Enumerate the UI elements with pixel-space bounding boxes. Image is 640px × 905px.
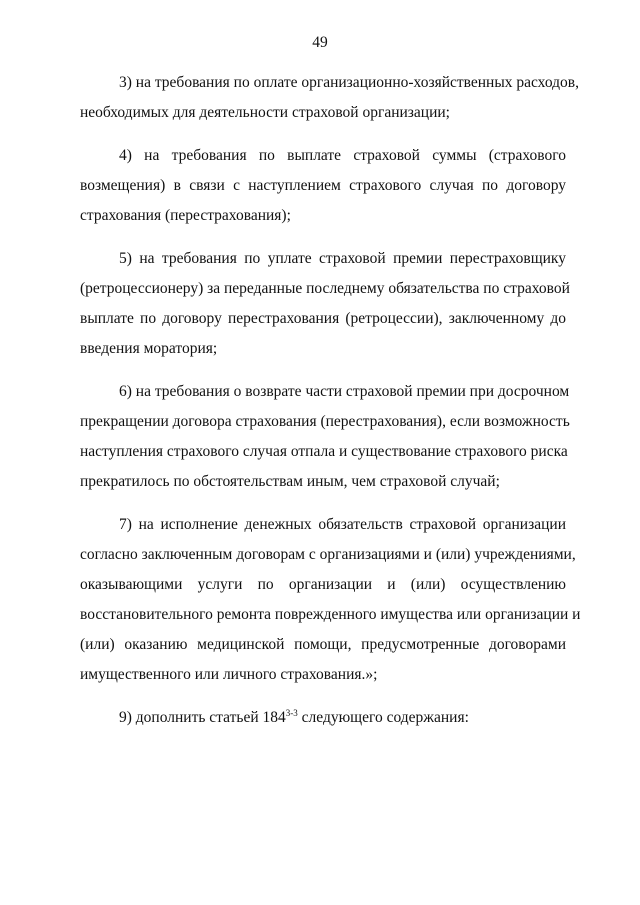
- text-line: возмещения) в связи с наступлением страхового случая по договору: [80, 177, 566, 194]
- paragraph-item-7: [80, 510, 581, 690]
- text-line: выплате по договору перестрахования (ретроцессии), заключенному до: [80, 310, 566, 327]
- document-body: [80, 68, 581, 746]
- paragraph-item-5: [80, 244, 570, 364]
- text-line: прекращении договора страхования (перестрахования), если возможность: [80, 413, 570, 430]
- paragraph-item-4: [80, 141, 566, 231]
- paragraph-item-6: [80, 377, 570, 497]
- item-9-text-before: 9) дополнить статьей 184: [119, 709, 286, 726]
- text-line: 6) на требования о возврате части страховой премии при досрочном: [119, 383, 570, 400]
- text-line: согласно заключенным договорам с организациями и (или) учреждениями,: [80, 546, 576, 563]
- text-line: 3) на требования по оплате организационно-хозяйственных расходов,: [119, 74, 579, 91]
- text-line: страхования (перестрахования);: [80, 207, 291, 224]
- page-number: 49: [312, 34, 328, 51]
- text-line: введения моратория;: [80, 340, 218, 357]
- text-line: необходимых для деятельности страховой организации;: [80, 104, 450, 121]
- text-line: (или) оказанию медицинской помощи, предусмотренные договорами: [80, 636, 566, 653]
- text-line: прекратилось по обстоятельствам иным, чем страховой случай;: [80, 473, 500, 490]
- text-line: 4) на требования по выплате страховой суммы (страхового: [119, 147, 566, 164]
- text-line: 5) на требования по уплате страховой премии перестраховщику: [119, 250, 566, 267]
- text-line: [80, 703, 566, 733]
- text-line: оказывающими услуги по организации и (или) осуществлению: [80, 576, 566, 593]
- text-line: восстановительного ремонта поврежденного имущества или организации и: [80, 606, 581, 623]
- article-superscript: 3-3: [285, 708, 298, 718]
- text-line: (ретроцессионеру) за переданные последнему обязательства по страховой: [80, 280, 570, 297]
- paragraph-item-9: [80, 703, 566, 733]
- text-line: имущественного или личного страхования.»;: [80, 666, 378, 683]
- paragraph-item-3: [80, 68, 579, 128]
- item-9-text-after: следующего содержания:: [297, 709, 469, 726]
- text-line: 7) на исполнение денежных обязательств страховой организации: [119, 516, 566, 533]
- text-line: наступления страхового случая отпала и существование страхового риска: [80, 443, 568, 460]
